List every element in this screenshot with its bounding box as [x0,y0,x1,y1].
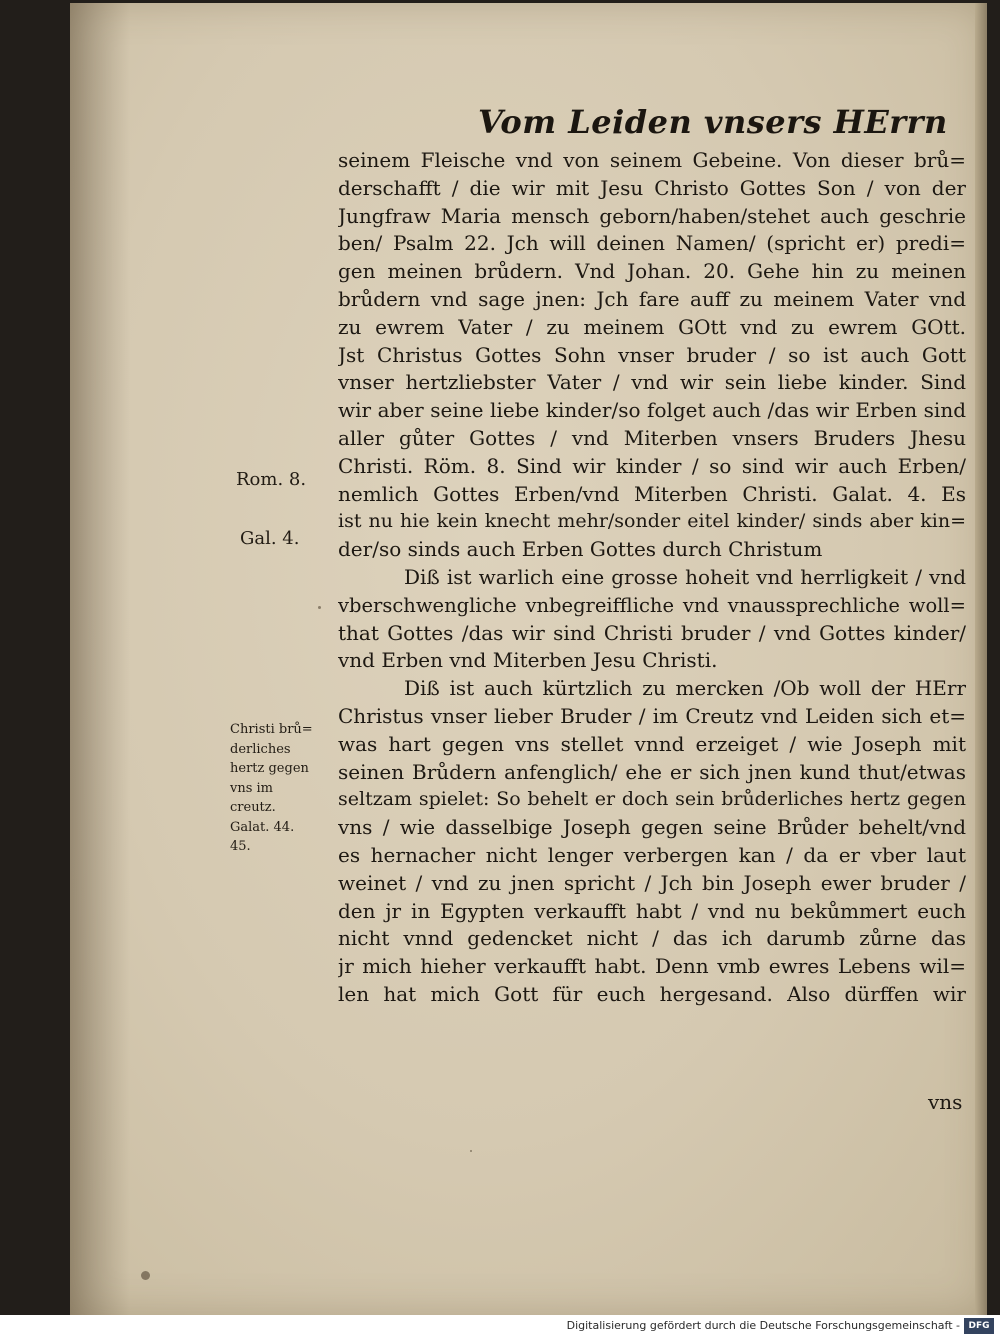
text-line: weinet / vnd zu jnen spricht / Jch bin Joseph ewer bruder / [338,870,966,895]
dfg-logo: DFG [964,1318,994,1334]
running-title: Vom Leiden vnsers HErrn [478,103,948,141]
margin-note-gal: Gal. 4. [240,528,300,549]
text-line: vns / wie dasselbige Joseph gegen seine Brůder behelt/vnd [338,815,966,840]
text-line: Christus vnser lieber Bruder / im Creutz vnd Leiden sich et= [338,703,966,728]
margin-note-line: Galat. 44. [230,819,295,835]
margin-note-line: hertz gegen [230,761,309,776]
paper-speck [318,606,321,609]
body-text [338,147,966,1009]
text-line: that Gottes /das wir sind Christi bruder / vnd Gottes kinder/ [338,620,966,645]
text-line: Jst Christus Gottes Sohn vnser bruder / so ist auch Gott [338,342,966,367]
margin-note-line: derliches [230,741,291,757]
text-line: Christi. Röm. 8. Sind wir kinder / so sind wir auch Erben/ [338,453,966,478]
paper-speck [141,1271,150,1280]
text-line: nicht vnnd gedencket nicht / das ich darumb zůrne das [338,926,966,951]
paper-speck [470,1150,472,1152]
text-line: brůdern vnd sage jnen: Jch fare auff zu meinem Vater vnd [338,286,966,311]
text-line: jr mich hieher verkaufft habt. Denn vmb ewres Lebens wil= [338,954,966,979]
text-line: es hernacher nicht lenger verbergen kan / da er vber laut [338,842,966,867]
text-line: der/so sinds auch Erben Gottes durch Christum [338,537,823,562]
text-line: zu ewrem Vater / zu meinem GOtt vnd zu ewrem GOtt. [338,314,966,339]
text-line: ist nu hie kein knecht mehr/sonder eitel kinder/ sinds aber kin= [338,510,966,533]
catchword: vns [928,1090,963,1114]
gutter-shadow [70,3,130,1315]
text-line: vberschwengliche vnbegreiffliche vnd vnaussprechliche woll= [338,593,966,617]
page-edge [975,3,987,1315]
footer-bar [0,1315,1000,1338]
margin-note-line: creutz. [230,800,276,815]
text-line: len hat mich Gott für euch hergesand. Also dürffen wir [338,981,966,1006]
text-line: nemlich Gottes Erben/vnd Miterben Christi. Galat. 4. Es [338,481,966,506]
footer-credit: Digitalisierung gefördert durch die Deutsche Forschungsgemeinschaft - [566,1319,960,1332]
text-line: was hart gegen vns stellet vnnd erzeiget / wie Joseph mit [338,731,966,756]
text-line: gen meinen brůdern. Vnd Johan. 20. Gehe hin zu meinen [338,259,966,284]
text-line: vnd Erben vnd Miterben Jesu Christi. [338,648,718,673]
text-line: seinem Fleische vnd von seinem Gebeine. Von dieser brů= [338,148,966,172]
text-line: vnser hertzliebster Vater / vnd wir sein liebe kinder. Sind [338,370,966,395]
text-line: seinen Brůdern anfenglich/ ehe er sich jnen kund thut/etwas [338,759,966,784]
text-line: seltzam spielet: So behelt er doch sein brůderliches hertz gegen [338,788,966,811]
margin-note-line: Christi brů= [230,722,313,737]
text-line: Jungfraw Maria mensch geborn/haben/stehet auch geschrie [338,203,966,228]
margin-note-line: 45. [230,839,251,854]
margin-note-christi [230,720,313,857]
text-line: wir aber seine liebe kinder/so folget auch /das wir Erben sind [338,398,966,423]
text-line: aller gůter Gottes / vnd Miterben vnsers Bruders Jhesu [338,425,966,450]
text-line: derschafft / die wir mit Jesu Christo Gottes Son / von der [338,175,966,200]
text-line: Diß ist auch kürtzlich zu mercken /Ob woll der HErr [404,676,966,701]
margin-note-rom: Rom. 8. [236,469,307,490]
margin-note-line: vns im [230,780,274,796]
text-line: den jr in Egypten verkaufft habt / vnd nu bekůmmert euch [338,898,966,923]
text-line: ben/ Psalm 22. Jch will deinen Namen/ (spricht er) predi= [338,231,966,256]
text-line: Diß ist warlich eine grosse hoheit vnd herrligkeit / vnd [404,564,966,589]
